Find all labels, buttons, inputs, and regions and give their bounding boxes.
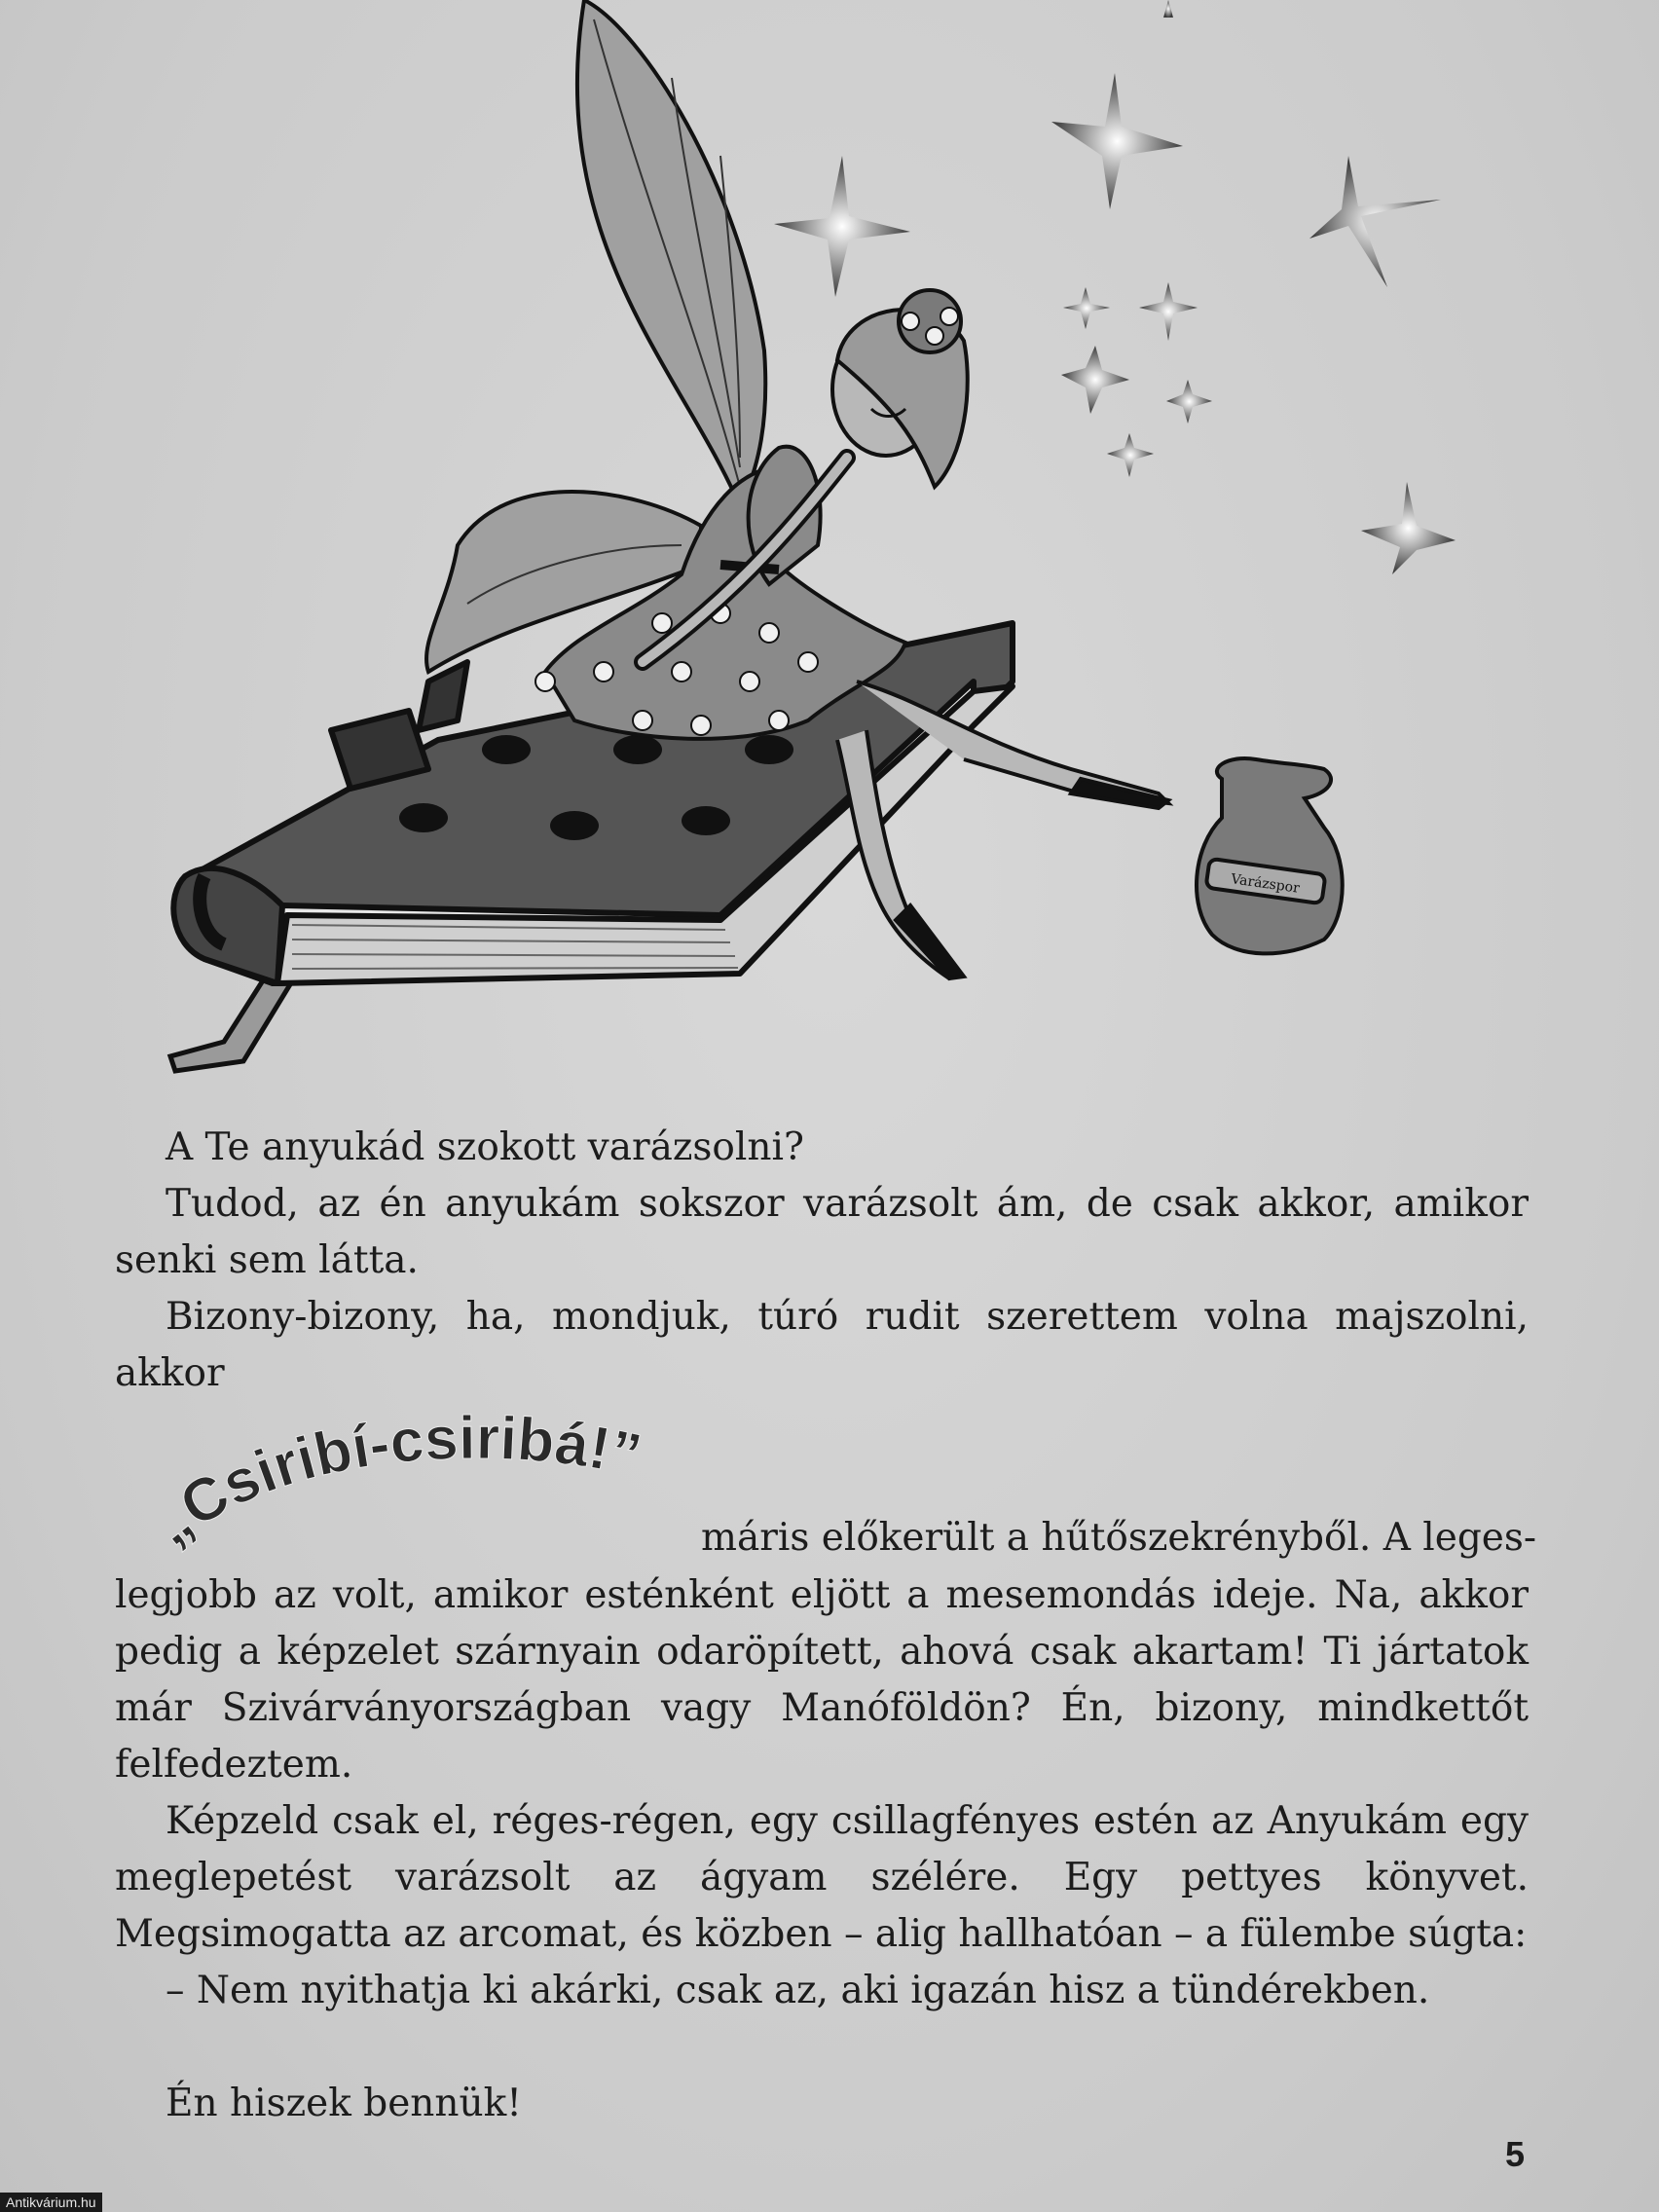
watermark: Antikvárium.hu [0, 2193, 102, 2212]
paragraph: Képzeld csak el, réges-régen, egy csillagfényes estén az Anyukám egy meglepetést varázsolt az ágyam szélére. Egy pettyes könyvet. Megsimogatta az arcomat, és közben – alig hallhatóan – a fülembe súgta: [115, 1799, 1529, 1956]
star-icon [1107, 433, 1154, 477]
star-icon [1163, 0, 1173, 18]
varazspor-jar-icon [1197, 758, 1343, 953]
fairy-on-book-illustration [0, 0, 1659, 1081]
magic-words-line [115, 1402, 1537, 1567]
page-number: 5 [1504, 2134, 1525, 2174]
paragraph: Bizony-bizony, ha, mondjuk, túró rudit szerettem volna majszolni, akkor [115, 1295, 1529, 1395]
star-icon [1361, 482, 1456, 574]
star-icon [1061, 346, 1129, 414]
star-icon [1166, 380, 1212, 424]
magic-words: „Csiribí-csiribá!” [139, 1404, 647, 1559]
magic-words-arc [134, 1382, 719, 1567]
paragraph: Tudod, az én anyukám sokszor varázsolt ám, de csak akkor, amikor senki sem látta. [115, 1182, 1529, 1282]
paragraph: legjobb az volt, amikor esténként eljött a mesemondás ideje. Na, akkor pedig a képzelet szárnyain odaröpített, ahová csak akartam! Ti jártatok már Szivárványországban vagy Manóföldön? Én, bizony, mindkettőt felfedeztem. [115, 1573, 1529, 1787]
paragraph: Én hiszek bennük! [166, 2082, 522, 2125]
jar-label: Varázspor [1230, 871, 1301, 897]
paragraph: A Te anyukád szokott varázsolni? [166, 1125, 804, 1169]
sparkle-stars [774, 0, 1456, 574]
star-icon [1139, 282, 1198, 341]
story-text [115, 1120, 1537, 2132]
paragraph: – Nem nyithatja ki akárki, csak az, aki igazán hisz a tündérekben. [166, 1969, 1430, 2012]
star-icon [1063, 287, 1110, 329]
svg-text:„Csiribí-csiribá!” [139, 1405, 646, 1559]
paragraph-line: máris előkerült a hűtőszekrényből. A leges- [701, 1516, 1537, 1560]
star-icon [1309, 156, 1441, 287]
star-icon [1051, 73, 1183, 209]
star-icon [774, 156, 910, 297]
